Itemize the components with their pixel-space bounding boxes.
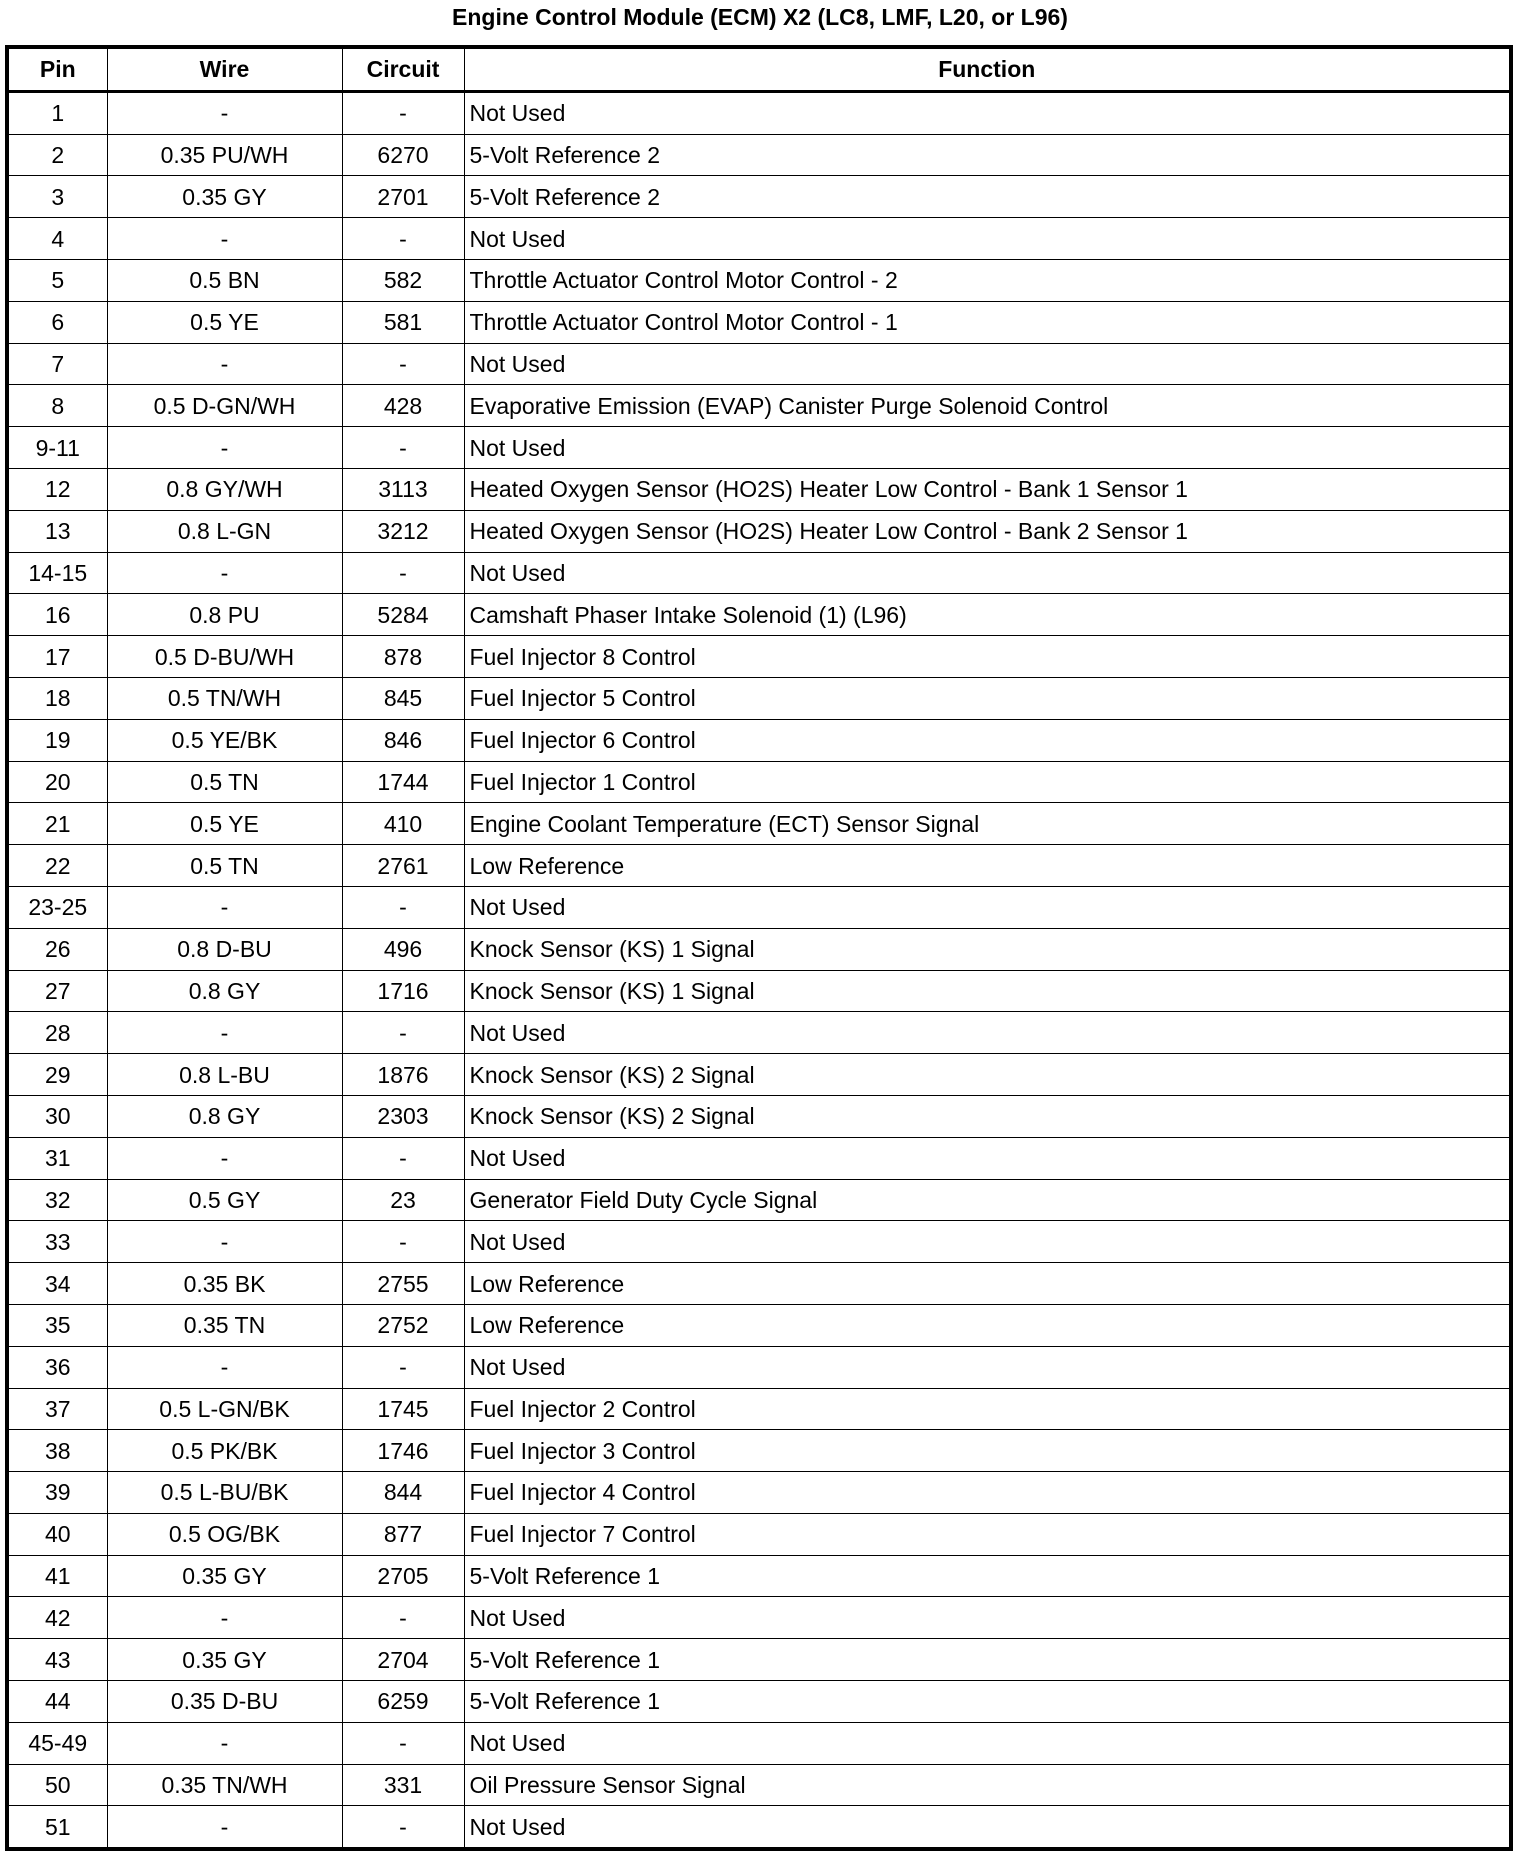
function-cell: Not Used	[464, 91, 1511, 134]
column-header-pin: Pin	[7, 47, 107, 91]
wire-cell: 0.8 D-BU	[107, 928, 342, 970]
table-row	[7, 1095, 1511, 1137]
table-row	[7, 1304, 1511, 1346]
circuit-cell: 1744	[342, 761, 464, 803]
wire-cell: 0.5 TN/WH	[107, 677, 342, 719]
wire-cell: 0.35 TN/WH	[107, 1764, 342, 1806]
function-cell: Not Used	[464, 552, 1511, 594]
table-row	[7, 803, 1511, 845]
table-row	[7, 970, 1511, 1012]
pin-cell: 12	[7, 468, 107, 510]
circuit-cell: -	[342, 1137, 464, 1179]
circuit-cell: -	[342, 1012, 464, 1054]
wire-cell: 0.8 L-BU	[107, 1054, 342, 1096]
table-row	[7, 510, 1511, 552]
circuit-cell: -	[342, 1597, 464, 1639]
function-cell: Not Used	[464, 886, 1511, 928]
function-cell: Not Used	[464, 1597, 1511, 1639]
table-row	[7, 845, 1511, 887]
circuit-cell: -	[342, 1221, 464, 1263]
pin-cell: 45-49	[7, 1722, 107, 1764]
function-cell: Not Used	[464, 1346, 1511, 1388]
column-header-circuit: Circuit	[342, 47, 464, 91]
function-cell: Not Used	[464, 1722, 1511, 1764]
circuit-cell: -	[342, 343, 464, 385]
function-cell: 5-Volt Reference 1	[464, 1639, 1511, 1681]
table-row	[7, 176, 1511, 218]
function-cell: Not Used	[464, 1137, 1511, 1179]
pinout-table	[5, 45, 1513, 1851]
circuit-cell: 428	[342, 385, 464, 427]
function-cell: Low Reference	[464, 1263, 1511, 1305]
table-row	[7, 1513, 1511, 1555]
circuit-cell: 331	[342, 1764, 464, 1806]
circuit-cell: 1745	[342, 1388, 464, 1430]
wire-cell: -	[107, 1346, 342, 1388]
circuit-cell: 582	[342, 259, 464, 301]
pin-cell: 22	[7, 845, 107, 887]
table-row	[7, 1012, 1511, 1054]
wire-cell: 0.8 L-GN	[107, 510, 342, 552]
wire-cell: 0.5 OG/BK	[107, 1513, 342, 1555]
pin-cell: 23-25	[7, 886, 107, 928]
pin-cell: 38	[7, 1430, 107, 1472]
function-cell: Throttle Actuator Control Motor Control - 1	[464, 301, 1511, 343]
pin-cell: 31	[7, 1137, 107, 1179]
pin-cell: 30	[7, 1095, 107, 1137]
function-cell: Low Reference	[464, 1304, 1511, 1346]
wire-cell: 0.35 GY	[107, 1555, 342, 1597]
pin-cell: 4	[7, 218, 107, 260]
function-cell: Knock Sensor (KS) 2 Signal	[464, 1054, 1511, 1096]
table-row	[7, 1054, 1511, 1096]
pin-cell: 26	[7, 928, 107, 970]
pin-cell: 1	[7, 91, 107, 134]
function-cell: Knock Sensor (KS) 1 Signal	[464, 928, 1511, 970]
wire-cell: 0.35 PU/WH	[107, 134, 342, 176]
circuit-cell: 496	[342, 928, 464, 970]
circuit-cell: -	[342, 427, 464, 469]
table-row	[7, 928, 1511, 970]
pin-cell: 39	[7, 1472, 107, 1514]
circuit-cell: 846	[342, 719, 464, 761]
column-header-wire: Wire	[107, 47, 342, 91]
pin-cell: 36	[7, 1346, 107, 1388]
column-header-function: Function	[464, 47, 1511, 91]
function-cell: Not Used	[464, 218, 1511, 260]
circuit-cell: 5284	[342, 594, 464, 636]
wire-cell: -	[107, 552, 342, 594]
pin-cell: 8	[7, 385, 107, 427]
function-cell: Fuel Injector 3 Control	[464, 1430, 1511, 1472]
function-cell: 5-Volt Reference 2	[464, 134, 1511, 176]
circuit-cell: 581	[342, 301, 464, 343]
circuit-cell: 6259	[342, 1681, 464, 1723]
wire-cell: 0.5 L-GN/BK	[107, 1388, 342, 1430]
wire-cell: 0.5 D-GN/WH	[107, 385, 342, 427]
circuit-cell: -	[342, 552, 464, 594]
function-cell: Not Used	[464, 1221, 1511, 1263]
pin-cell: 42	[7, 1597, 107, 1639]
table-body	[7, 91, 1511, 1849]
wire-cell: 0.5 TN	[107, 761, 342, 803]
circuit-cell: 1746	[342, 1430, 464, 1472]
pin-cell: 40	[7, 1513, 107, 1555]
function-cell: Throttle Actuator Control Motor Control - 2	[464, 259, 1511, 301]
pin-cell: 44	[7, 1681, 107, 1723]
table-row	[7, 1179, 1511, 1221]
pin-cell: 18	[7, 677, 107, 719]
wire-cell: 0.5 D-BU/WH	[107, 636, 342, 678]
table-row	[7, 301, 1511, 343]
pin-cell: 43	[7, 1639, 107, 1681]
document-title: Engine Control Module (ECM) X2 (LC8, LMF, L20, or L96)	[452, 4, 1068, 30]
table-row	[7, 1722, 1511, 1764]
wire-cell: -	[107, 343, 342, 385]
circuit-cell: 3212	[342, 510, 464, 552]
function-cell: Fuel Injector 6 Control	[464, 719, 1511, 761]
circuit-cell: -	[342, 91, 464, 134]
wire-cell: -	[107, 218, 342, 260]
wire-cell: -	[107, 1597, 342, 1639]
table-row	[7, 1263, 1511, 1305]
wire-cell: 0.5 YE/BK	[107, 719, 342, 761]
pin-cell: 17	[7, 636, 107, 678]
table-row	[7, 1639, 1511, 1681]
wire-cell: 0.5 BN	[107, 259, 342, 301]
circuit-cell: -	[342, 886, 464, 928]
pin-cell: 3	[7, 176, 107, 218]
table-row	[7, 1221, 1511, 1263]
table-row	[7, 259, 1511, 301]
function-cell: Fuel Injector 5 Control	[464, 677, 1511, 719]
wire-cell: 0.5 L-BU/BK	[107, 1472, 342, 1514]
function-cell: Fuel Injector 2 Control	[464, 1388, 1511, 1430]
wire-cell: 0.35 TN	[107, 1304, 342, 1346]
table-row	[7, 594, 1511, 636]
circuit-cell: -	[342, 1806, 464, 1849]
function-cell: Fuel Injector 8 Control	[464, 636, 1511, 678]
circuit-cell: 3113	[342, 468, 464, 510]
function-cell: Not Used	[464, 1806, 1511, 1849]
table-row	[7, 91, 1511, 134]
table-row	[7, 1472, 1511, 1514]
circuit-cell: 2755	[342, 1263, 464, 1305]
function-cell: Not Used	[464, 343, 1511, 385]
table-row	[7, 552, 1511, 594]
pin-cell: 37	[7, 1388, 107, 1430]
circuit-cell: -	[342, 218, 464, 260]
function-cell: Evaporative Emission (EVAP) Canister Purge Solenoid Control	[464, 385, 1511, 427]
function-cell: Not Used	[464, 427, 1511, 469]
circuit-cell: 1876	[342, 1054, 464, 1096]
circuit-cell: -	[342, 1346, 464, 1388]
circuit-cell: 844	[342, 1472, 464, 1514]
table-header-row	[7, 47, 1511, 91]
pin-cell: 9-11	[7, 427, 107, 469]
table-row	[7, 1681, 1511, 1723]
pin-cell: 2	[7, 134, 107, 176]
pin-cell: 13	[7, 510, 107, 552]
function-cell: Heated Oxygen Sensor (HO2S) Heater Low Control - Bank 2 Sensor 1	[464, 510, 1511, 552]
table-row	[7, 134, 1511, 176]
wire-cell: 0.8 PU	[107, 594, 342, 636]
wire-cell: 0.8 GY	[107, 970, 342, 1012]
circuit-cell: 2705	[342, 1555, 464, 1597]
circuit-cell: 845	[342, 677, 464, 719]
wire-cell: 0.5 TN	[107, 845, 342, 887]
pin-cell: 33	[7, 1221, 107, 1263]
function-cell: Generator Field Duty Cycle Signal	[464, 1179, 1511, 1221]
wire-cell: 0.5 GY	[107, 1179, 342, 1221]
pin-cell: 34	[7, 1263, 107, 1305]
table-row	[7, 886, 1511, 928]
wire-cell: 0.8 GY	[107, 1095, 342, 1137]
function-cell: Fuel Injector 1 Control	[464, 761, 1511, 803]
pin-cell: 50	[7, 1764, 107, 1806]
wire-cell: 0.5 YE	[107, 803, 342, 845]
table-row	[7, 218, 1511, 260]
function-cell: Engine Coolant Temperature (ECT) Sensor Signal	[464, 803, 1511, 845]
table-row	[7, 1555, 1511, 1597]
pin-cell: 19	[7, 719, 107, 761]
circuit-cell: 410	[342, 803, 464, 845]
pin-cell: 14-15	[7, 552, 107, 594]
function-cell: Camshaft Phaser Intake Solenoid (1) (L96)	[464, 594, 1511, 636]
wire-cell: -	[107, 1012, 342, 1054]
function-cell: Heated Oxygen Sensor (HO2S) Heater Low Control - Bank 1 Sensor 1	[464, 468, 1511, 510]
circuit-cell: 2752	[342, 1304, 464, 1346]
function-cell: Knock Sensor (KS) 2 Signal	[464, 1095, 1511, 1137]
table-row	[7, 468, 1511, 510]
wire-cell: -	[107, 1722, 342, 1764]
function-cell: Oil Pressure Sensor Signal	[464, 1764, 1511, 1806]
pin-cell: 41	[7, 1555, 107, 1597]
function-cell: Fuel Injector 7 Control	[464, 1513, 1511, 1555]
table-row	[7, 427, 1511, 469]
function-cell: 5-Volt Reference 2	[464, 176, 1511, 218]
pin-cell: 5	[7, 259, 107, 301]
circuit-cell: 2701	[342, 176, 464, 218]
wire-cell: 0.35 GY	[107, 176, 342, 218]
pin-cell: 51	[7, 1806, 107, 1849]
wire-cell: -	[107, 91, 342, 134]
circuit-cell: 2761	[342, 845, 464, 887]
circuit-cell: 877	[342, 1513, 464, 1555]
pin-cell: 29	[7, 1054, 107, 1096]
pin-cell: 32	[7, 1179, 107, 1221]
pin-cell: 20	[7, 761, 107, 803]
wire-cell: -	[107, 1137, 342, 1179]
table-row	[7, 719, 1511, 761]
pin-cell: 35	[7, 1304, 107, 1346]
table-row	[7, 761, 1511, 803]
circuit-cell: 6270	[342, 134, 464, 176]
circuit-cell: 1716	[342, 970, 464, 1012]
table-row	[7, 343, 1511, 385]
wire-cell: 0.35 BK	[107, 1263, 342, 1305]
wire-cell: -	[107, 886, 342, 928]
wire-cell: 0.5 PK/BK	[107, 1430, 342, 1472]
table-row	[7, 677, 1511, 719]
wire-cell: 0.5 YE	[107, 301, 342, 343]
function-cell: 5-Volt Reference 1	[464, 1681, 1511, 1723]
table-row	[7, 1137, 1511, 1179]
circuit-cell: 878	[342, 636, 464, 678]
wire-cell: -	[107, 1221, 342, 1263]
pin-cell: 21	[7, 803, 107, 845]
wire-cell: 0.8 GY/WH	[107, 468, 342, 510]
pin-cell: 6	[7, 301, 107, 343]
wire-cell: 0.35 GY	[107, 1639, 342, 1681]
table-row	[7, 1346, 1511, 1388]
function-cell: Knock Sensor (KS) 1 Signal	[464, 970, 1511, 1012]
table-row	[7, 1388, 1511, 1430]
table-row	[7, 1806, 1511, 1849]
wire-cell: -	[107, 427, 342, 469]
pin-cell: 27	[7, 970, 107, 1012]
pin-cell: 16	[7, 594, 107, 636]
circuit-cell: -	[342, 1722, 464, 1764]
wire-cell: -	[107, 1806, 342, 1849]
table-row	[7, 385, 1511, 427]
circuit-cell: 23	[342, 1179, 464, 1221]
function-cell: Fuel Injector 4 Control	[464, 1472, 1511, 1514]
pin-cell: 28	[7, 1012, 107, 1054]
table-row	[7, 1430, 1511, 1472]
pin-cell: 7	[7, 343, 107, 385]
function-cell: 5-Volt Reference 1	[464, 1555, 1511, 1597]
wire-cell: 0.35 D-BU	[107, 1681, 342, 1723]
table-row	[7, 636, 1511, 678]
table-row	[7, 1764, 1511, 1806]
circuit-cell: 2704	[342, 1639, 464, 1681]
circuit-cell: 2303	[342, 1095, 464, 1137]
table-row	[7, 1597, 1511, 1639]
function-cell: Not Used	[464, 1012, 1511, 1054]
function-cell: Low Reference	[464, 845, 1511, 887]
